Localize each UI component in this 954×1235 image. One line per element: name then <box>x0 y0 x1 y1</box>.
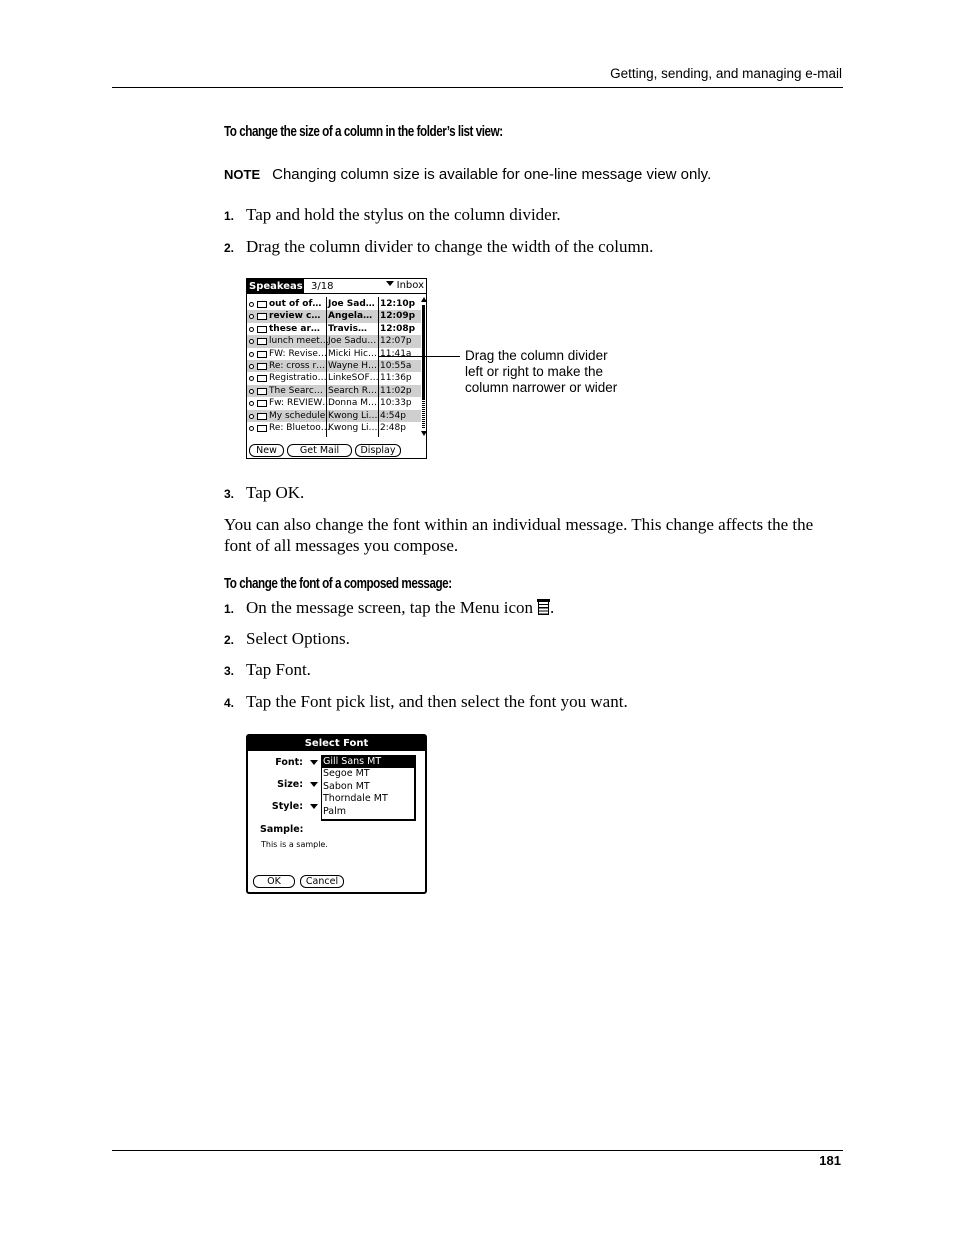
message-row[interactable] <box>247 410 421 422</box>
step-2-font <box>224 629 350 649</box>
message-subject: Fw: REVIEW… <box>269 398 332 409</box>
section-heading-font: To change the font of a composed message: <box>224 575 452 592</box>
message-time: 10:55a <box>380 360 412 371</box>
message-time: 2:48p <box>380 422 406 433</box>
new-button[interactable]: New <box>249 444 284 457</box>
message-sender: Travis… <box>328 323 367 334</box>
dropdown-triangle-icon <box>386 281 394 286</box>
get-mail-button[interactable]: Get Mail <box>287 444 352 457</box>
font-option[interactable]: Segoe MT <box>323 768 370 780</box>
font-option[interactable]: Thorndale MT <box>323 793 388 805</box>
font-option[interactable]: Sabon MT <box>323 780 370 792</box>
title-underline <box>304 293 426 294</box>
footer-rule <box>112 1150 843 1151</box>
message-row[interactable] <box>247 422 421 434</box>
style-label: Style: <box>271 801 303 812</box>
envelope-icon <box>257 400 267 407</box>
message-sender: Joe Sadu… <box>328 336 377 347</box>
step-number: 2. <box>224 633 235 647</box>
message-row[interactable] <box>247 372 421 384</box>
step-text: Drag the column divider to change the width of the column. <box>246 237 654 256</box>
font-picklist[interactable] <box>321 755 416 821</box>
message-sender: Micki Hic… <box>328 348 378 359</box>
note-text: Changing column size is available for one-line message view only. <box>272 166 712 183</box>
message-row[interactable] <box>247 335 421 347</box>
message-subject: review c… <box>269 311 321 322</box>
envelope-icon <box>257 301 267 308</box>
message-sender: Donna M… <box>328 398 377 409</box>
message-time: 12:08p <box>380 323 416 334</box>
step-number: 2. <box>224 241 235 255</box>
step-number: 4. <box>224 696 235 710</box>
unread-dot-icon[interactable] <box>249 314 254 319</box>
size-label: Size: <box>277 779 303 790</box>
envelope-icon <box>257 413 267 420</box>
message-time: 12:07p <box>380 336 412 347</box>
message-row[interactable] <box>247 348 421 360</box>
message-row[interactable] <box>247 323 421 335</box>
step-text: Tap OK. <box>246 483 305 502</box>
unread-dot-icon[interactable] <box>249 376 254 381</box>
message-row[interactable] <box>247 310 421 322</box>
step-text: On the message screen, tap the Menu icon <box>246 598 534 617</box>
scroll-track[interactable] <box>422 401 425 429</box>
step-2 <box>224 237 653 257</box>
scrollbar[interactable] <box>421 297 426 437</box>
step-number: 1. <box>224 209 235 223</box>
message-list <box>247 298 421 434</box>
header-rule <box>112 87 843 88</box>
envelope-icon <box>257 313 267 320</box>
message-subject: My schedule <box>269 410 326 421</box>
sample-label: Sample: <box>260 824 304 835</box>
step-suffix: . <box>550 598 555 617</box>
step-1-font <box>224 598 554 618</box>
message-subject: Re: Bluetoo… <box>269 422 330 433</box>
message-time: 10:33p <box>380 398 412 409</box>
mail-title-bar <box>247 279 426 294</box>
style-dropdown-triangle-icon[interactable] <box>310 804 318 809</box>
sample-text: This is a sample. <box>261 840 328 849</box>
body-paragraph: You can also change the font within an individual message. This change affects the the font of all messages you compose. <box>224 515 814 555</box>
message-row[interactable] <box>247 298 421 310</box>
unread-dot-icon[interactable] <box>249 414 254 419</box>
scroll-thumb[interactable] <box>422 305 425 400</box>
step-number: 3. <box>224 487 235 501</box>
page-number: 181 <box>819 1153 841 1168</box>
message-time: 12:10p <box>380 299 416 309</box>
step-text: Select Options. <box>246 629 350 648</box>
cancel-button[interactable]: Cancel <box>300 875 344 888</box>
ok-button[interactable]: OK <box>253 875 295 888</box>
step-3-font <box>224 660 311 680</box>
font-dropdown-triangle-icon[interactable] <box>310 760 318 765</box>
menu-icon <box>537 599 550 616</box>
unread-dot-icon[interactable] <box>249 389 254 394</box>
message-subject: Re: cross r… <box>269 360 326 371</box>
envelope-icon <box>257 388 267 395</box>
scroll-down-arrow-icon[interactable] <box>421 431 427 436</box>
unread-dot-icon[interactable] <box>249 364 254 369</box>
message-subject: Registratio… <box>269 373 327 384</box>
envelope-icon <box>257 375 267 382</box>
display-button[interactable]: Display <box>355 444 401 457</box>
message-sender: Kwong Li… <box>328 410 378 421</box>
message-row[interactable] <box>247 385 421 397</box>
message-time: 11:41a <box>380 348 412 359</box>
message-subject: FW: Revise… <box>269 348 327 359</box>
font-option[interactable]: Palm <box>323 805 347 817</box>
message-subject: lunch meet… <box>269 336 329 347</box>
envelope-icon <box>257 326 267 333</box>
note <box>224 166 711 183</box>
unread-dot-icon[interactable] <box>249 426 254 431</box>
callout-text: Drag the column divider left or right to make the column narrower or wider <box>465 348 618 395</box>
step-text: Tap and hold the stylus on the column divider. <box>246 205 561 224</box>
unread-dot-icon[interactable] <box>249 327 254 332</box>
message-time: 4:54p <box>380 410 406 421</box>
envelope-icon <box>257 363 267 370</box>
step-1 <box>224 205 561 225</box>
message-count: 3/18 <box>311 281 334 292</box>
folder-name-tab[interactable]: Speakeas <box>249 281 303 292</box>
message-time: 12:09p <box>380 311 416 322</box>
envelope-icon <box>257 351 267 358</box>
message-sender: Search R… <box>328 385 378 396</box>
unread-dot-icon[interactable] <box>249 302 254 307</box>
message-sender: Wayne H… <box>328 360 378 371</box>
step-text: Tap Font. <box>246 660 311 679</box>
envelope-icon <box>257 425 267 432</box>
message-time: 11:36p <box>380 373 412 384</box>
message-row[interactable] <box>247 360 421 372</box>
message-subject: out of of… <box>269 299 322 309</box>
mail-list-screenshot <box>246 278 427 459</box>
message-subject: these ar… <box>269 323 320 334</box>
folder-picklist-label: Inbox <box>396 280 424 291</box>
message-time: 11:02p <box>380 385 412 396</box>
column-divider-subject[interactable] <box>326 297 327 437</box>
font-option[interactable]: Gill Sans MT <box>322 756 414 768</box>
message-sender: LinkeSOF… <box>328 373 379 384</box>
message-sender: Kwong Li… <box>328 422 378 433</box>
column-divider-sender[interactable] <box>378 297 379 437</box>
message-subject: The Searc… <box>269 385 323 396</box>
select-font-dialog <box>246 734 427 894</box>
message-sender: Angela… <box>328 311 373 322</box>
unread-dot-icon[interactable] <box>249 401 254 406</box>
callout-leader-line <box>378 356 460 357</box>
step-3 <box>224 483 304 503</box>
envelope-icon <box>257 338 267 345</box>
size-dropdown-triangle-icon[interactable] <box>310 782 318 787</box>
unread-dot-icon[interactable] <box>249 339 254 344</box>
folder-picklist[interactable] <box>386 280 424 291</box>
step-text: Tap the Font pick list, and then select the font you want. <box>246 692 628 711</box>
unread-dot-icon[interactable] <box>249 352 254 357</box>
scroll-up-arrow-icon[interactable] <box>421 297 427 302</box>
dialog-title: Select Font <box>248 736 425 751</box>
step-number: 3. <box>224 664 235 678</box>
font-label: Font: <box>275 757 303 768</box>
message-sender: Joe Sad… <box>328 299 375 309</box>
running-header: Getting, sending, and managing e-mail <box>610 66 842 81</box>
step-4-font <box>224 692 628 712</box>
section-heading-column-size: To change the size of a column in the folder’s list view: <box>224 123 503 140</box>
note-label: NOTE <box>224 167 261 182</box>
step-number: 1. <box>224 602 235 616</box>
message-row[interactable] <box>247 397 421 409</box>
